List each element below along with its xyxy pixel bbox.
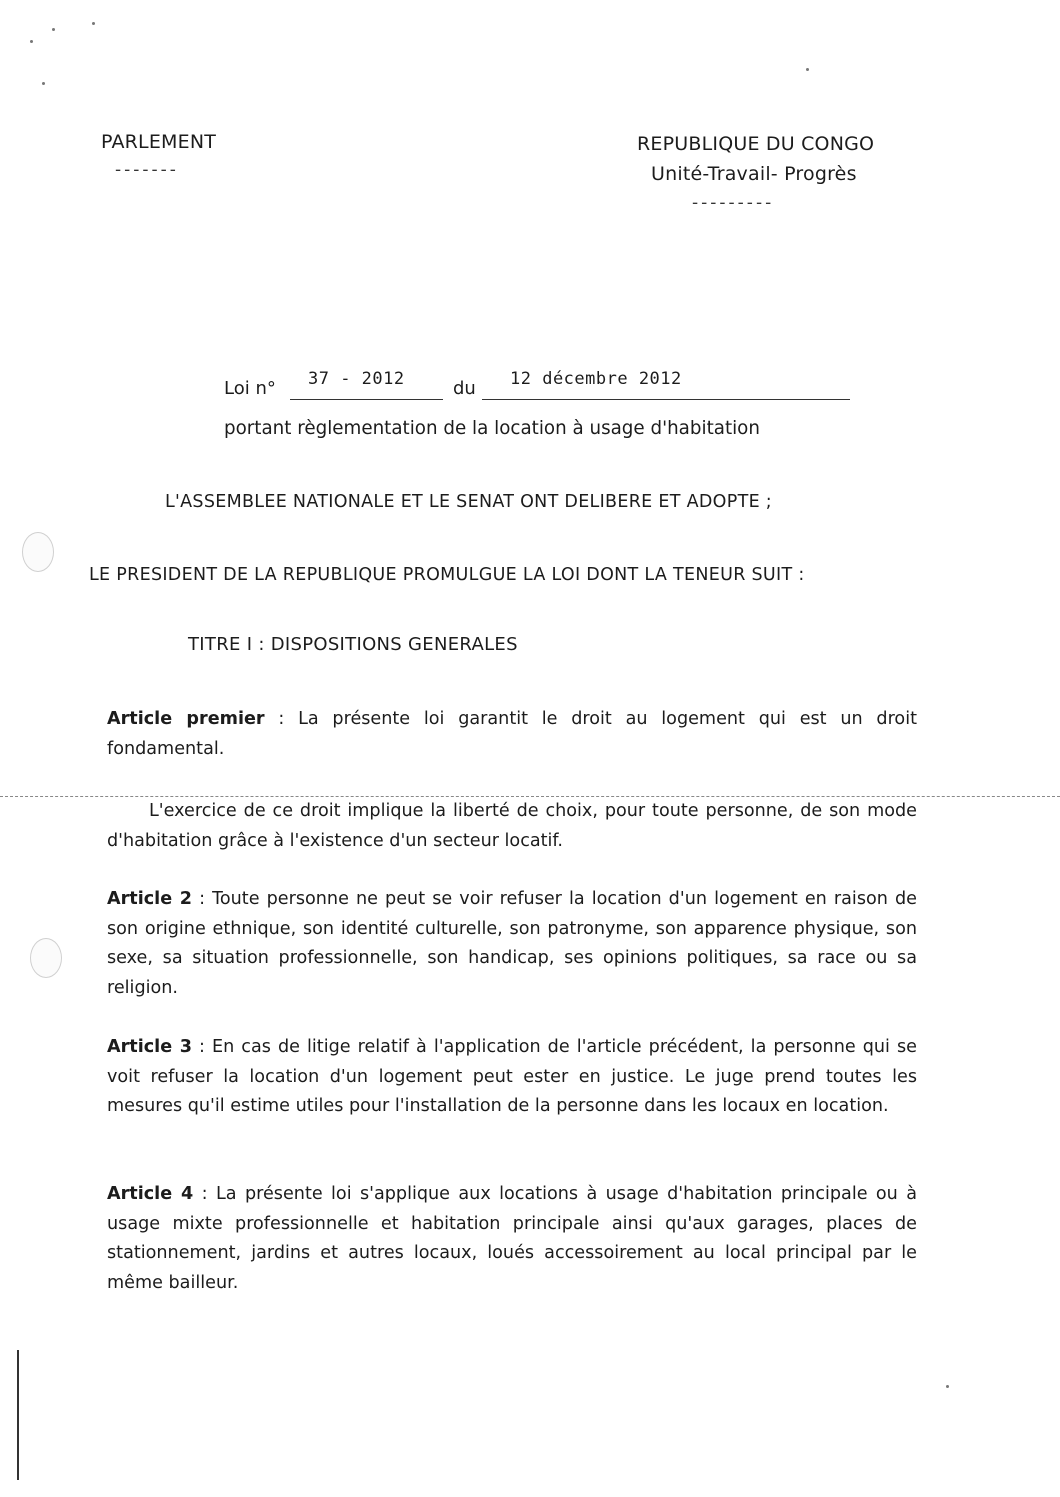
law-number: 37 - 2012 [308, 369, 405, 389]
article-2-text: : Toute personne ne peut se voir refuser la location d'un logement en raison de son origine ethnique, son identité culturelle, son patronyme, son apparence physique, son sexe, sa situation professionnelle, son handicap, ses opinions politiques, sa race ou sa religion. [107, 889, 917, 998]
article-1-text: : La présente loi garantit le droit au logement qui est un droit fondamental. [107, 709, 917, 759]
scan-speck [42, 82, 45, 85]
scan-speck [92, 22, 95, 25]
article-1-label: Article premier [107, 709, 265, 729]
article-1-continuation: L'exercice de ce droit implique la liberté de choix, pour toute personne, de son mode d'habitation grâce à l'existence d'un secteur locatif. [107, 801, 917, 851]
scan-speck [946, 1385, 949, 1388]
preamble-president: LE PRESIDENT DE LA REPUBLIQUE PROMULGUE LA LOI DONT LA TENEUR SUIT : [89, 565, 805, 585]
article-3-text: : En cas de litige relatif à l'application de l'article précédent, la personne qui se voit refuser la location d'un logement peut ester en justice. Le juge prend toutes les mesures qu'il estime utiles pour l'installation de la personne dans les locaux en location. [107, 1037, 917, 1116]
title-1-heading: TITRE I : DISPOSITIONS GENERALES [188, 634, 518, 655]
article-2 [107, 885, 917, 1003]
law-date: 12 décembre 2012 [510, 369, 682, 389]
article-2-label: Article 2 [107, 889, 192, 909]
article-3-label: Article 3 [107, 1037, 192, 1057]
article-4-text: : La présente loi s'applique aux locations à usage d'habitation principale ou à usage mixte professionnelle et habitation principale ainsi qu'aux garages, places de stationnement, jardins et autres locaux, loués accessoirement au local principal par le même bailleur. [107, 1184, 918, 1293]
header-right-title: REPUBLIQUE DU CONGO [637, 133, 875, 155]
law-number-underline [290, 399, 443, 400]
scan-speck [52, 28, 55, 31]
header-right-rule: --------- [692, 193, 775, 213]
preamble-assembly: L'ASSEMBLEE NATIONALE ET LE SENAT ONT DELIBERE ET ADOPTE ; [165, 492, 772, 512]
article-3 [107, 1033, 917, 1122]
law-date-underline [482, 399, 850, 400]
header-left-rule: ------- [115, 160, 179, 180]
scan-speck [30, 40, 33, 43]
law-number-prefix: Loi n° [224, 378, 276, 399]
law-du-label: du [453, 378, 476, 399]
article-4-label: Article 4 [107, 1184, 194, 1204]
header-right-motto: Unité-Travail- Progrès [651, 163, 857, 185]
article-4 [107, 1180, 917, 1298]
law-subject: portant règlementation de la location à usage d'habitation [224, 418, 760, 439]
punch-hole-mark [22, 532, 54, 572]
header-left-title: PARLEMENT [101, 131, 217, 153]
scan-speck [806, 68, 809, 71]
scan-edge-line [17, 1350, 19, 1480]
article-1 [107, 705, 917, 764]
punch-hole-mark [30, 938, 62, 978]
